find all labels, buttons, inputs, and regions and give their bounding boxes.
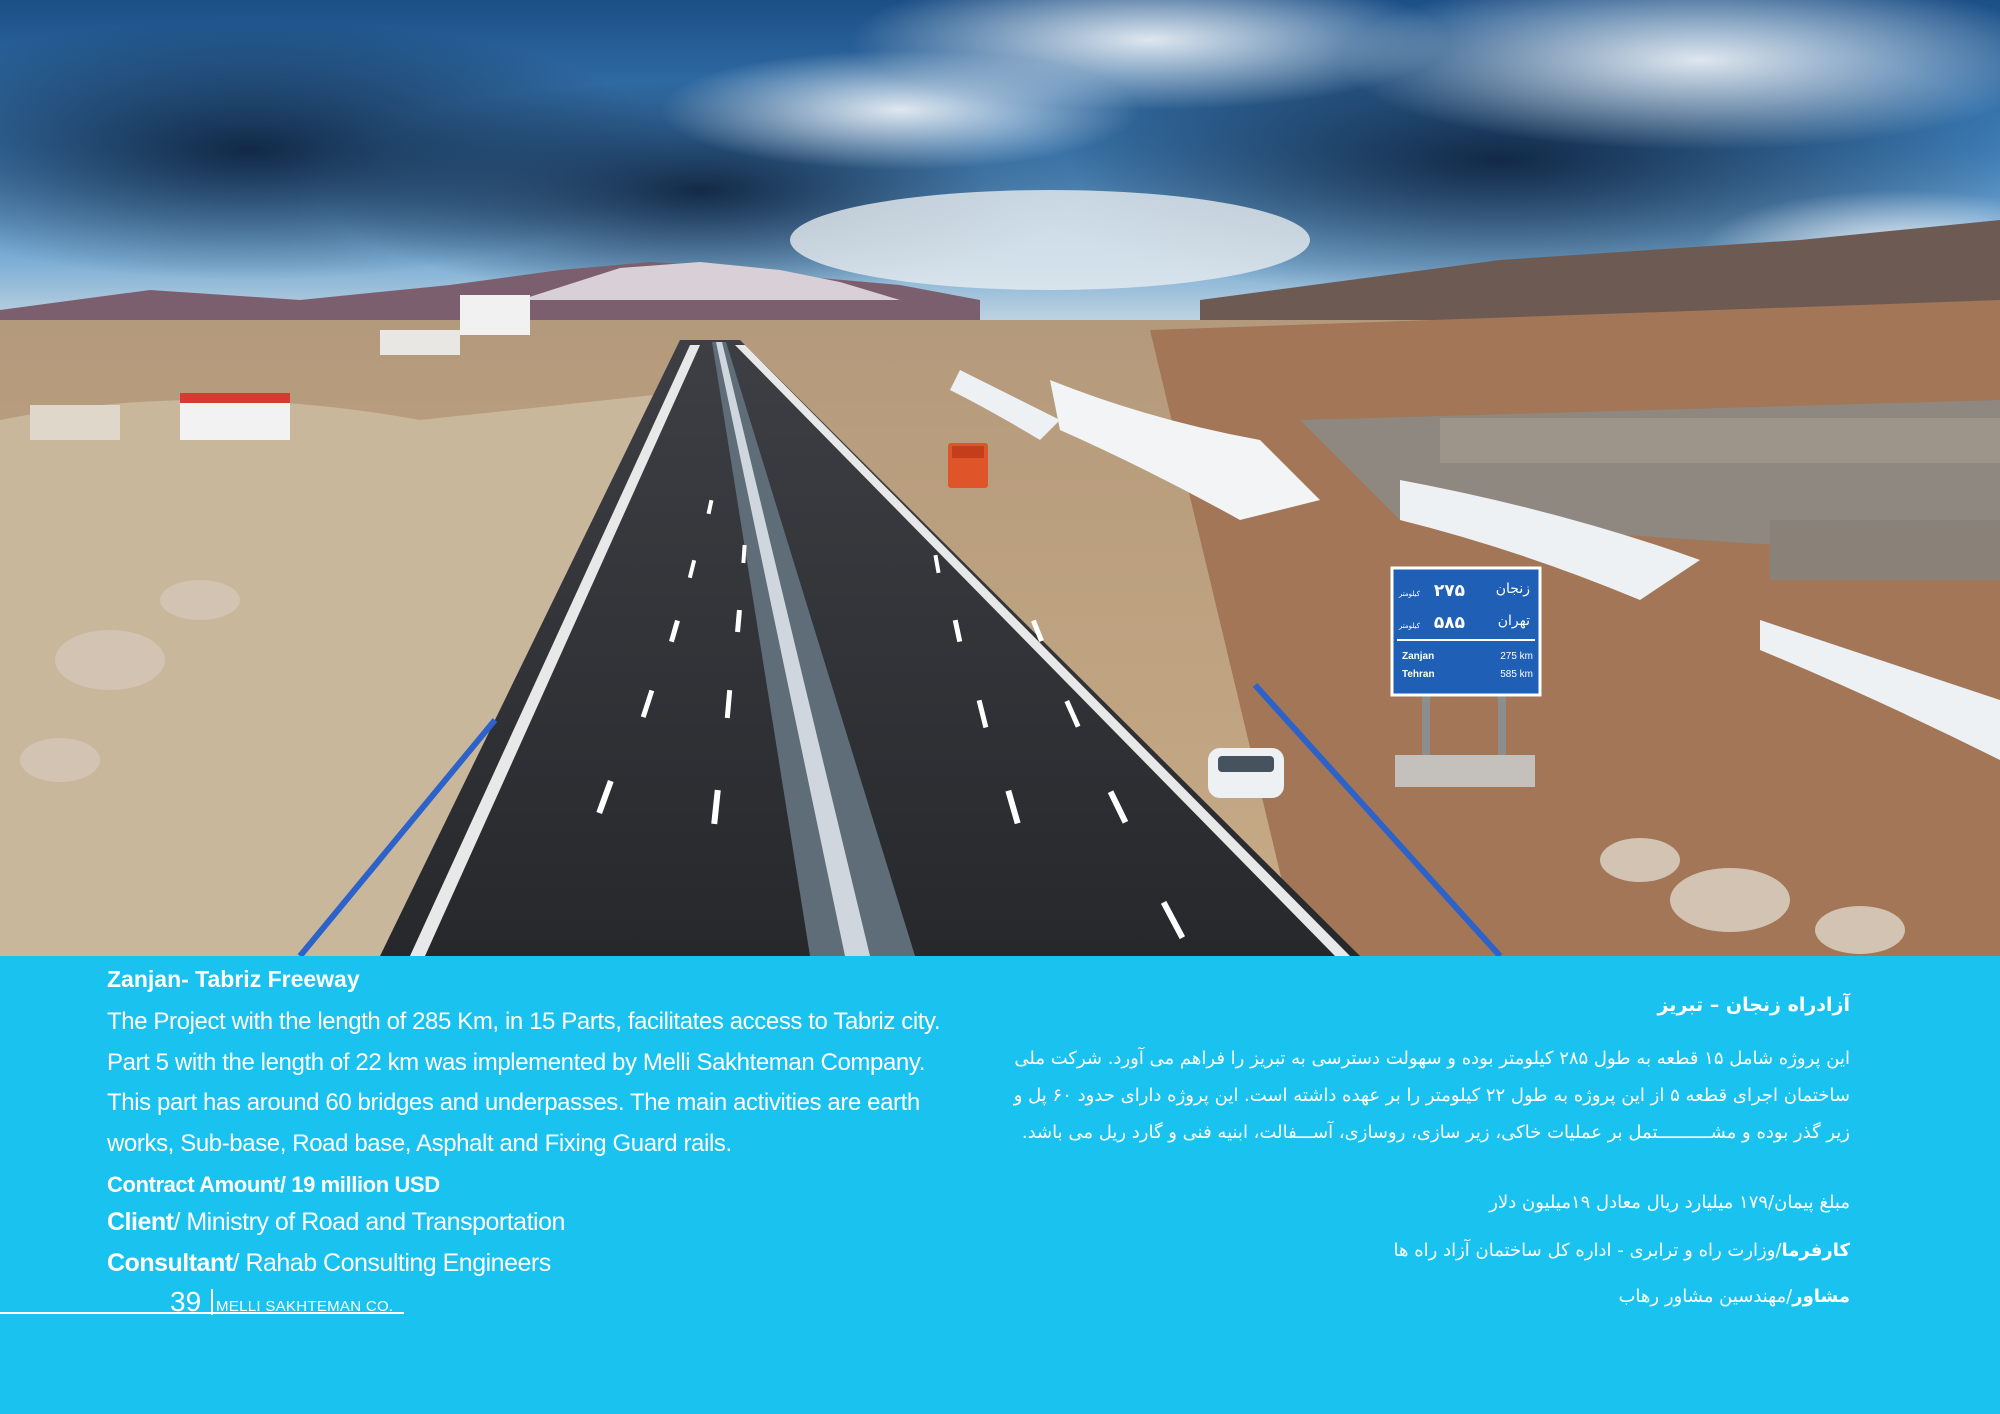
sign-fa-unit1: کیلومتر: [1398, 590, 1420, 598]
english-client: [107, 1208, 565, 1237]
persian-consultant: [1618, 1286, 1850, 1307]
sign-fa-dist2: ۵۸۵: [1433, 613, 1465, 633]
page-number: 39: [170, 1286, 202, 1317]
sign-en-city1: Zanjan: [1402, 651, 1435, 662]
english-title: Zanjan- Tabriz Freeway: [107, 966, 360, 992]
english-contract-amount: Contract Amount/ 19 million USD: [107, 1172, 440, 1197]
persian-consultant-label: مشاور: [1792, 1286, 1850, 1307]
sign-en-city2: Tehran: [1402, 669, 1435, 680]
english-client-label: Client: [107, 1208, 174, 1236]
persian-consultant-value: /مهندسین مشاور رهاب: [1618, 1286, 1793, 1307]
persian-client: [1394, 1240, 1850, 1261]
sign-fa-dist1: ۲۷۵: [1433, 581, 1465, 601]
description-panel: [0, 956, 2000, 1414]
english-consultant-value: / Rahab Consulting Engineers: [232, 1249, 551, 1277]
sign-en-dist2: 585 km: [1500, 669, 1533, 680]
footer-separator: [211, 1289, 213, 1315]
persian-client-value: /وزارت راه و ترابری - اداره کل ساختمان آزاد راه ها: [1393, 1240, 1782, 1261]
english-consultant-label: Consultant: [107, 1249, 233, 1277]
english-client-value: / Ministry of Road and Transportation: [173, 1208, 565, 1236]
english-consultant: [107, 1249, 551, 1278]
persian-client-label: کارفرما: [1781, 1240, 1850, 1261]
sign-fa-city2: تهران: [1497, 613, 1530, 629]
persian-title: آزادراه زنجان – تبریز: [1657, 994, 1850, 1016]
company-name: MELLI SAKHTEMAN CO.: [216, 1298, 394, 1315]
sign-fa-unit2: کیلومتر: [1398, 622, 1420, 630]
persian-body: این پروژه شامل ۱۵ قطعه به طول ۲۸۵ کیلومتر بوده و سهولت دسترسی به تبریز را فراهم می آورد. شرکت ملی ساختمان اجرای قطعه ۵ از این پروژه به طول ۲۲ کیلومتر را بر عهده داشته است. این پروژه دارای حدود ۶۰ پل و زیر گذر بوده و مشــــــــــتمل بر عملیات خاکی، زیر سازی، روسازی، آســـفالت، ابنیه فنی و گارد ریل می باشد.: [1013, 1048, 1850, 1143]
english-body: The Project with the length of 285 Km, in 15 Parts, facilitates access to Tabriz city. Part 5 with the length of 22 km was implemented by Melli Sakhteman Company. This part has around 60 bridges and underpasses. The main activities are earth works, Sub-base, Road base, Asphalt and Fixing Guard rails.: [107, 1008, 941, 1157]
sign-en-dist1: 275 km: [1500, 651, 1533, 662]
persian-contract-amount: مبلغ پیمان/۱۷۹ میلیارد ریال معادل ۱۹میلیون دلار: [1489, 1192, 1850, 1213]
sign-fa-city1: زنجان: [1495, 581, 1530, 597]
